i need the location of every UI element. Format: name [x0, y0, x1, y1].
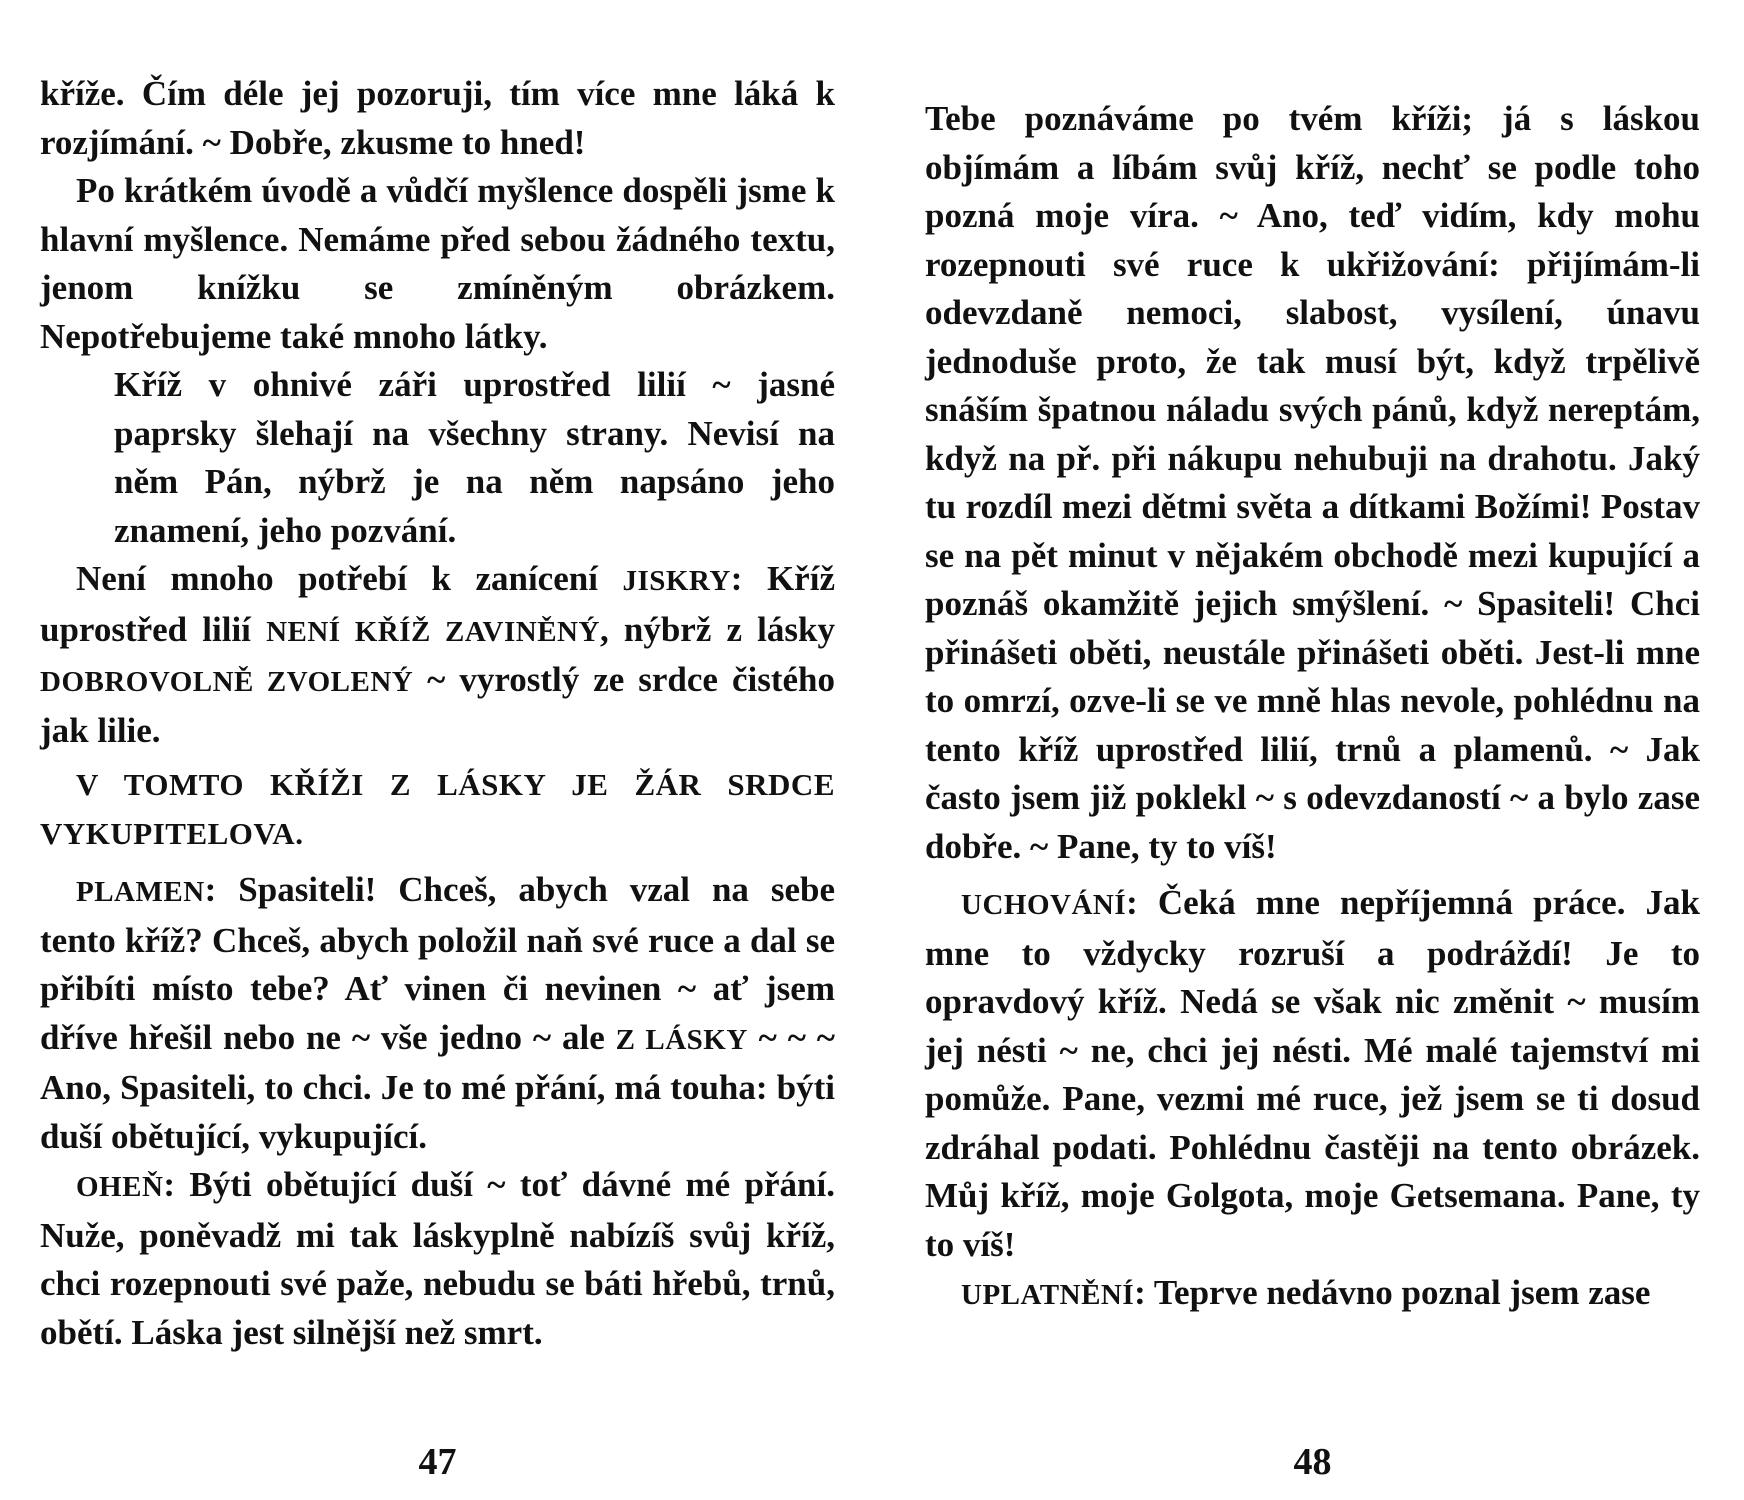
small-caps-term: Z LÁSKY — [615, 1023, 748, 1056]
text-run: : Kříž uprostřed lilií — [40, 559, 835, 649]
section-label: PLAMEN — [76, 876, 205, 908]
text-run: : Býti obětující duší ~ toť dávné mé přání. Nuže, poněvadž mi tak láskyplně nabízíš svůj kříž, chci rozepnouti své paže, nebudu se báti hřebů, trnů, obětí. Láska jest silnější než smrt. — [40, 1165, 835, 1352]
text-run: Není mnoho potřebí k zanícení — [76, 559, 623, 598]
small-caps-term: DOBROVOLNĚ ZVOLENÝ — [40, 666, 414, 698]
right-page-text — [925, 95, 1700, 1320]
small-caps-term: JISKRY — [622, 565, 731, 597]
text-run: : Čeká mne nepříjemná práce. Jak mne to vždycky rozruší a podráždí! Je to opravdový kříž. Nedá se však nic změnit ~ musím jej nésti ~ ne, chci jej nésti. Mé malé tajemství mi pomůže. Pane, vezmi mé ruce, jež jsem se ti dosud zdráhal podati. Pohlédnu častěji na tento obrázek. Můj kříž, moje Golgota, moje Getsemana. Pane, ty to víš! — [925, 883, 1700, 1264]
paragraph — [925, 879, 1700, 1269]
small-caps-term: NENÍ KŘÍŽ ZAVINĚNÝ — [266, 615, 600, 648]
section-label: UCHOVÁNÍ — [961, 889, 1127, 921]
page-number: 47 — [418, 1441, 457, 1483]
text-run: , nýbrž z lásky — [599, 609, 835, 649]
section-heading: V TOMTO KŘÍŽI Z LÁSKY JE ŽÁR SRDCE VYKUPITELOVA. — [40, 767, 835, 851]
block-quote: Kříž v ohnivé záři uprostřed lilií ~ jasné paprsky šlehají na všechny strany. Nevisí na něm Pán, nýbrž je na něm napsáno jeho znamení, jeho pozvání. — [114, 365, 835, 550]
page-number: 48 — [1293, 1441, 1332, 1483]
section-label: UPLATNĚNÍ — [961, 1279, 1135, 1311]
paragraph — [925, 1269, 1700, 1320]
text-run: : Spasiteli! Chceš, abych vzal na sebe tento kříž? Chceš, abych položil naň své ruce a dal se přibíti místo tebe? Ať vinen či nevinen ~ ať jsem dříve hřešil nebo ne ~ vše jedno ~ ale — [40, 870, 835, 1057]
text-run: ~ vyrostlý ze srdce čistého jak lilie. — [40, 660, 835, 750]
text-run: : Teprve nedávno poznal jsem zase — [1134, 1273, 1651, 1312]
text-run: ~ ~ ~ Ano, Spasiteli, to chci. Je to mé přání, má touha: býti duší obětující, vykupující. — [40, 1017, 836, 1156]
left-page-text — [40, 70, 835, 1357]
paragraph: Po krátkém úvodě a vůdčí myšlence dospěli jsme k hlavní myšlence. Nemáme před sebou žádného textu, jenom knížku se zmíněným obrázkem. Nepotřebujeme také mnoho látky. — [40, 171, 835, 356]
paragraph — [40, 1161, 835, 1357]
paragraph: kříže. Čím déle jej pozoruji, tím více mne láká k rozjímání. ~ Dobře, zkusme to hned! — [40, 74, 835, 162]
paragraph — [40, 555, 835, 755]
paragraph: Tebe poznáváme po tvém kříži; já s láskou objímám a líbám svůj kříž, nechť se podle toho pozná moje víra. ~ Ano, teď vidím, kdy mohu rozepnouti své ruce k ukřižování: přijímám-li odevzdaně nemoci, slabost, vysílení, únavu jednoduše proto, že tak musí být, když trpělivě snáším špatnou náladu svých pánů, když nereptám, když na př. při nákupu nehubuji na drahotu. Jaký tu rozdíl mezi dětmi světa a dítkami Božími! Postav se na pět minut v nějakém obchodě mezi kupující a poznáš okamžitě jejich smýšlení. ~ Spasiteli! Chci přinášeti oběti, neustále přinášeti oběti. Jest-li mne to omrzí, ozve-li se ve mně hlas nevole, pohlédnu na tento kříž uprostřed lilií, trnů a plamenů. ~ Jak často jsem již poklekl ~ s odevzdaností ~ a bylo zase dobře. ~ Pane, ty to víš! — [925, 99, 1700, 866]
paragraph — [40, 866, 835, 1161]
section-label: OHEŇ — [76, 1171, 164, 1203]
